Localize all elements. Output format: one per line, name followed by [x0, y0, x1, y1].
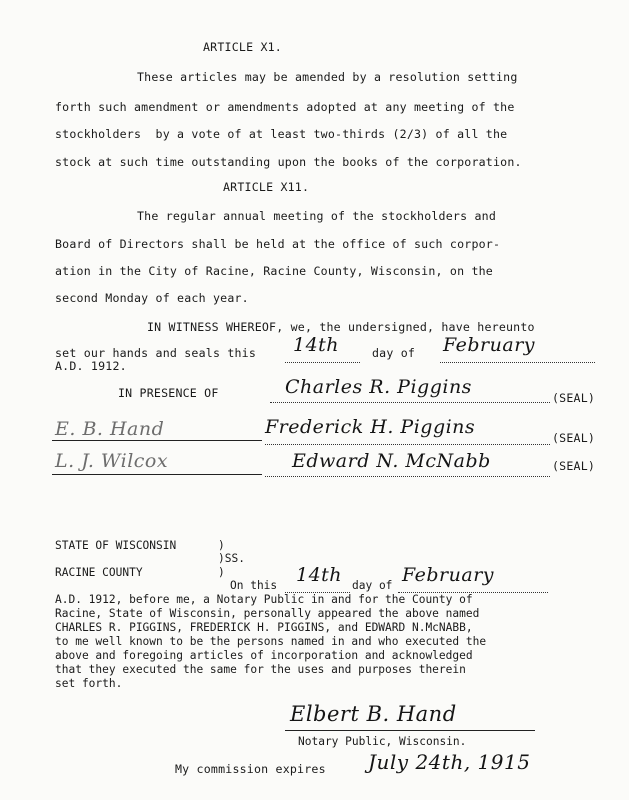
- notary-month-handwritten: February: [402, 564, 495, 586]
- witness-day-handwritten: 14th: [293, 334, 340, 356]
- signature-line: [265, 444, 550, 445]
- commission-label: My commission expires: [175, 762, 326, 776]
- notary-day-of: day of: [352, 579, 393, 592]
- article-11-heading: ARTICLE X1.: [203, 40, 282, 54]
- signature-frederick: Frederick H. Piggins: [265, 416, 476, 438]
- notary-signature-line: [285, 730, 535, 731]
- article-11-line: forth such amendment or amendments adopted at any meeting of the: [55, 100, 515, 114]
- witness-line: A.D. 1912.: [55, 359, 127, 373]
- witness-line: IN WITNESS WHEREOF, we, the undersigned, have hereunto: [147, 320, 535, 334]
- notary-day-handwritten: 14th: [296, 564, 343, 586]
- witness-signature-wilcox: L. J. Wilcox: [55, 450, 169, 472]
- notary-county: RACINE COUNTY: [55, 566, 143, 579]
- notary-title: Notary Public, Wisconsin.: [298, 735, 467, 748]
- seal-label: (SEAL): [552, 459, 596, 473]
- notary-line: to me well known to be the persons named in and who executed the: [55, 635, 487, 648]
- article-12-line: second Monday of each year.: [55, 291, 249, 305]
- article-11-line: stockholders by a vote of at least two-thirds (2/3) of all the: [55, 127, 508, 141]
- presence-label: IN PRESENCE OF: [118, 386, 219, 400]
- notary-brace: ): [218, 566, 225, 579]
- notary-state: STATE OF WISCONSIN: [55, 539, 177, 552]
- fill-line: [285, 362, 360, 363]
- witness-line: day of: [372, 346, 416, 360]
- notary-on-this: On this: [230, 579, 278, 592]
- notary-line: set forth.: [55, 677, 123, 690]
- notary-line: that they executed the same for the uses and purposes therein: [55, 663, 466, 676]
- notary-line: Racine, State of Wisconsin, personally appeared the above named: [55, 607, 480, 620]
- fill-line: [440, 362, 595, 363]
- notary-line: above and foregoing articles of incorporation and acknowledged: [55, 649, 473, 662]
- article-11-line: stock at such time outstanding upon the books of the corporation.: [55, 155, 522, 169]
- signature-line: [270, 402, 550, 403]
- seal-label: (SEAL): [552, 431, 596, 445]
- notary-line: CHARLES R. PIGGINS, FREDERICK H. PIGGINS, and EDWARD N.McNABB,: [55, 621, 473, 634]
- witness-month-handwritten: February: [443, 334, 536, 356]
- commission-date-handwritten: July 24th, 1915: [368, 750, 531, 774]
- witness-signature-hand: E. B. Hand: [55, 418, 165, 440]
- notary-brace: ): [218, 539, 225, 552]
- seal-label: (SEAL): [552, 391, 596, 405]
- signature-edward: Edward N. McNabb: [292, 450, 491, 472]
- signature-line: [265, 476, 550, 477]
- witness-line: set our hands and seals this: [55, 346, 257, 360]
- article-12-line: Board of Directors shall be held at the office of such corpor-: [55, 237, 501, 251]
- notary-ss: )SS.: [218, 552, 245, 565]
- signature-charles: Charles R. Piggins: [285, 376, 472, 398]
- witness-line-rule: [52, 474, 262, 475]
- article-11-line: These articles may be amended by a resolution setting: [137, 70, 518, 84]
- article-12-line: The regular annual meeting of the stockholders and: [137, 209, 497, 223]
- article-12-heading: ARTICLE X11.: [223, 180, 310, 194]
- notary-signature: Elbert B. Hand: [290, 702, 457, 726]
- witness-line-rule: [52, 440, 262, 441]
- article-12-line: ation in the City of Racine, Racine County, Wisconsin, on the: [55, 264, 493, 278]
- notary-line: A.D. 1912, before me, a Notary Public in and for the County of: [55, 593, 473, 606]
